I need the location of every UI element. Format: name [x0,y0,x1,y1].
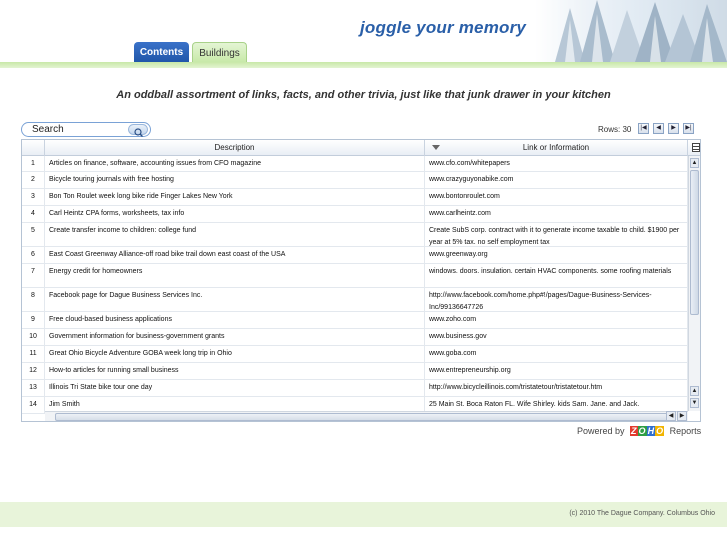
scroll-right-icon[interactable]: ▶ [677,411,687,421]
table-row[interactable] [22,247,688,264]
row-number: 4 [22,206,45,222]
cell-description: Facebook page for Dague Business Services Inc. [45,288,425,311]
cell-link: www.zoho.com [425,312,688,328]
magnifier-icon [129,127,149,138]
tab-buildings[interactable]: Buildings [192,42,247,63]
zoho-letter: O [656,426,664,436]
column-header-link[interactable]: Link or Information [425,140,688,156]
column-header-description[interactable] [45,140,425,156]
row-number: 1 [22,156,45,171]
cell-description: East Coast Greenway Alliance-off road bike trail down east coast of the USA [45,247,425,263]
zoho-letter: H [647,426,655,436]
cell-description: Create transfer income to children: college fund [45,223,425,246]
cell-description: Free cloud-based business applications [45,312,425,328]
copyright-text: (c) 2010 The Dague Company. Columbus Ohio [569,510,715,517]
column-chooser-icon[interactable] [692,143,700,152]
cell-description: How-to articles for running small business [45,363,425,379]
zoho-letter: O [638,426,646,436]
search-input[interactable] [21,122,151,137]
row-number: 6 [22,247,45,263]
powered-by[interactable] [577,426,701,436]
last-page-icon[interactable]: ▶| [683,123,694,134]
grid-header [22,140,700,156]
header-divider [0,62,727,68]
table-row[interactable] [22,312,688,329]
cell-description: Government information for business-government grants [45,329,425,345]
cell-link: www.carlheintz.com [425,206,688,222]
row-number: 5 [22,223,45,246]
zoho-letter: Z [631,426,637,436]
site-slogan: joggle your memory [360,18,527,37]
powered-by-label: Powered by [577,426,625,436]
scroll-down-icon[interactable]: ▼ [691,400,698,406]
page-footer [0,502,727,527]
row-number: 10 [22,329,45,345]
cell-link: windows. doors. insulation. certain HVAC components. some roofing materials [425,264,688,287]
data-grid [21,139,701,422]
cell-link: www.cfo.com/whitepapers [425,156,688,171]
cell-description: Energy credit for homeowners [45,264,425,287]
horizontal-scroll-thumb[interactable] [55,413,675,421]
reports-label: Reports [669,426,702,436]
cell-description: Bon Ton Roulet week long bike ride Finger Lakes New York [45,189,425,205]
table-row[interactable] [22,329,688,346]
zoho-logo[interactable] [630,426,664,436]
table-row[interactable] [22,189,688,206]
next-page-icon[interactable]: ▶ [668,123,679,134]
cell-link: www.crazyguyonabike.com [425,172,688,188]
row-number: 11 [22,346,45,362]
row-number: 7 [22,264,45,287]
table-row[interactable] [22,206,688,223]
row-number: 2 [22,172,45,188]
table-row[interactable] [22,288,688,312]
table-row[interactable] [22,156,688,172]
table-row[interactable] [22,172,688,189]
table-row[interactable] [22,264,688,288]
cell-description: Great Ohio Bicycle Adventure GOBA week long trip in Ohio [45,346,425,362]
cell-link: 25 Main St. Boca Raton FL. Wife Shirley. kids Sam. Jane. and Jack. [425,397,688,413]
vertical-scroll-thumb[interactable] [690,170,699,315]
prev-page-icon[interactable]: ◀ [653,123,664,134]
table-row[interactable] [22,223,688,247]
scroll-up-icon[interactable]: ▲ [691,388,698,394]
cell-description: Carl Heintz CPA forms, worksheets, tax info [45,206,425,222]
horizontal-scrollbar[interactable] [45,411,688,421]
cell-link: www.goba.com [425,346,688,362]
snowy-trees-image [535,0,727,62]
cell-link: Create SubS corp. contract with it to generate income taxable to child. $1900 per year at 5% tax. no self employment tax [425,223,688,246]
table-row[interactable] [22,380,688,397]
scroll-left-icon[interactable]: ◀ [666,411,676,421]
row-number: 9 [22,312,45,328]
row-number: 3 [22,189,45,205]
scroll-up-icon[interactable]: ▲ [691,160,698,166]
table-row[interactable] [22,346,688,363]
row-number: 13 [22,380,45,396]
row-number: 14 [22,397,45,413]
cell-link: www.business.gov [425,329,688,345]
cell-link: www.entrepreneurship.org [425,363,688,379]
search-label: Search [32,124,64,135]
tab-contents[interactable]: Contents [134,42,189,63]
page-tagline: An oddball assortment of links, facts, and other trivia, just like that junk drawer in your kitchen [116,89,611,101]
search-button[interactable] [128,124,148,135]
grid-body [22,156,688,414]
row-number-header [22,140,45,156]
cell-description: Articles on finance, software, accounting issues from CFO magazine [45,156,425,171]
column-header-label: Description [214,143,255,152]
vertical-scrollbar[interactable] [688,156,700,411]
cell-link: www.greenway.org [425,247,688,263]
table-row[interactable] [22,363,688,380]
cell-description: Illinois Tri State bike tour one day [45,380,425,396]
cell-link: http://www.bicycleillinois.com/tristatetour/tristatetour.htm [425,380,688,396]
cell-link: http://www.facebook.com/home.php#!/pages/Dague-Business-Services-Inc/99136647726 [425,288,688,311]
snowy-trees-banner [535,0,727,62]
first-page-icon[interactable]: |◀ [638,123,649,134]
rows-per-page[interactable]: Rows: 30 [598,125,632,134]
cell-description: Bicycle touring journals with free hosting [45,172,425,188]
row-number: 8 [22,288,45,311]
cell-link: www.bontonroulet.com [425,189,688,205]
row-number: 12 [22,363,45,379]
cell-description: Jim Smith [45,397,425,413]
page-header [0,0,727,68]
